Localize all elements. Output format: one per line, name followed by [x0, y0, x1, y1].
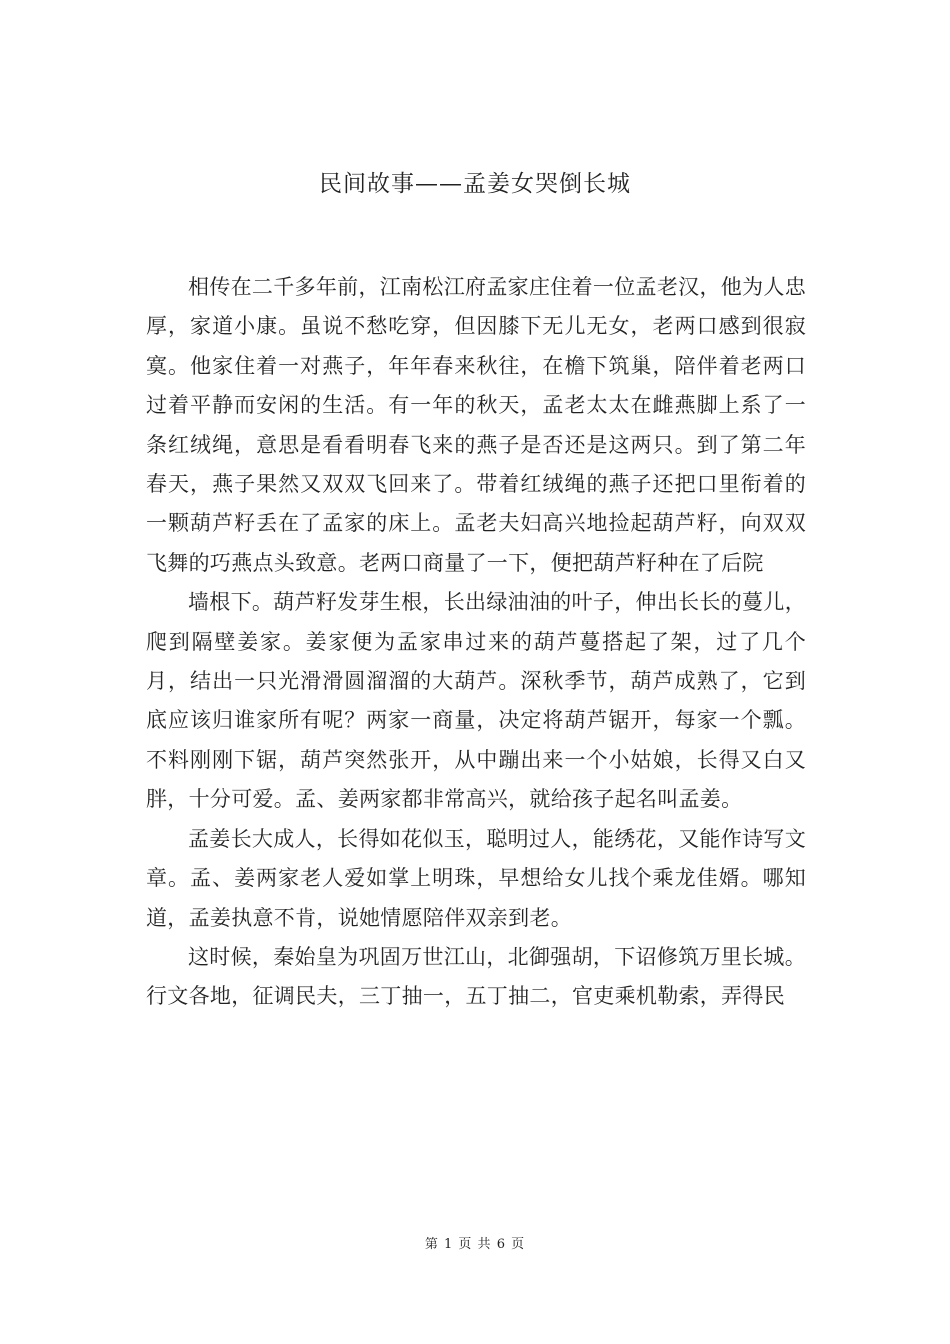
document-body	[146, 268, 806, 1017]
paragraph-3: 孟姜长大成人，长得如花似玉，聪明过人，能绣花，又能作诗写文章。孟、姜两家老人爱如掌上明珠，早想给女儿找个乘龙佳婿。哪知道，孟姜执意不肯，说她情愿陪伴双亲到老。	[146, 826, 806, 930]
paragraph-4: 这时候，秦始皇为巩固万世江山，北御强胡，下诏修筑万里长城。行文各地，征调民夫，三丁抽一，五丁抽二，官吏乘机勒索，弄得民	[146, 944, 806, 1009]
document-title: 民间故事——孟姜女哭倒长城	[319, 171, 631, 197]
page-number-footer: 第 1 页 共 6 页	[424, 1237, 526, 1252]
paragraph-2: 墙根下。葫芦籽发芽生根，长出绿油油的叶子，伸出长长的蔓儿，爬到隔壁姜家。姜家便为孟家串过来的葫芦蔓搭起了架，过了几个月，结出一只光滑滑圆溜溜的大葫芦。深秋季节，葫芦成熟了，它到底应该归谁家所有呢？两家一商量，决定将葫芦锯开，每家一个瓢。不料刚刚下锯，葫芦突然张开，从中蹦出来一个小姑娘，长得又白又胖，十分可爱。孟、姜两家都非常高兴，就给孩子起名叫孟姜。	[146, 590, 806, 812]
paragraph-1: 相传在二千多年前，江南松江府孟家庄住着一位孟老汉，他为人忠厚，家道小康。虽说不愁吃穿，但因膝下无儿无女，老两口感到很寂寞。他家住着一对燕子，年年春来秋往，在檐下筑巢，陪伴着老两口过着平静而安闲的生活。有一年的秋天，孟老太太在雌燕脚上系了一条红绒绳，意思是看看明春飞来的燕子是否还是这两只。到了第二年春天，燕子果然又双双飞回来了。带着红绒绳的燕子还把口里衔着的一颗葫芦籽丢在了孟家的床上。孟老夫妇高兴地捡起葫芦籽，向双双飞舞的巧燕点头致意。老两口商量了一下，便把葫芦籽种在了后院	[146, 275, 806, 575]
